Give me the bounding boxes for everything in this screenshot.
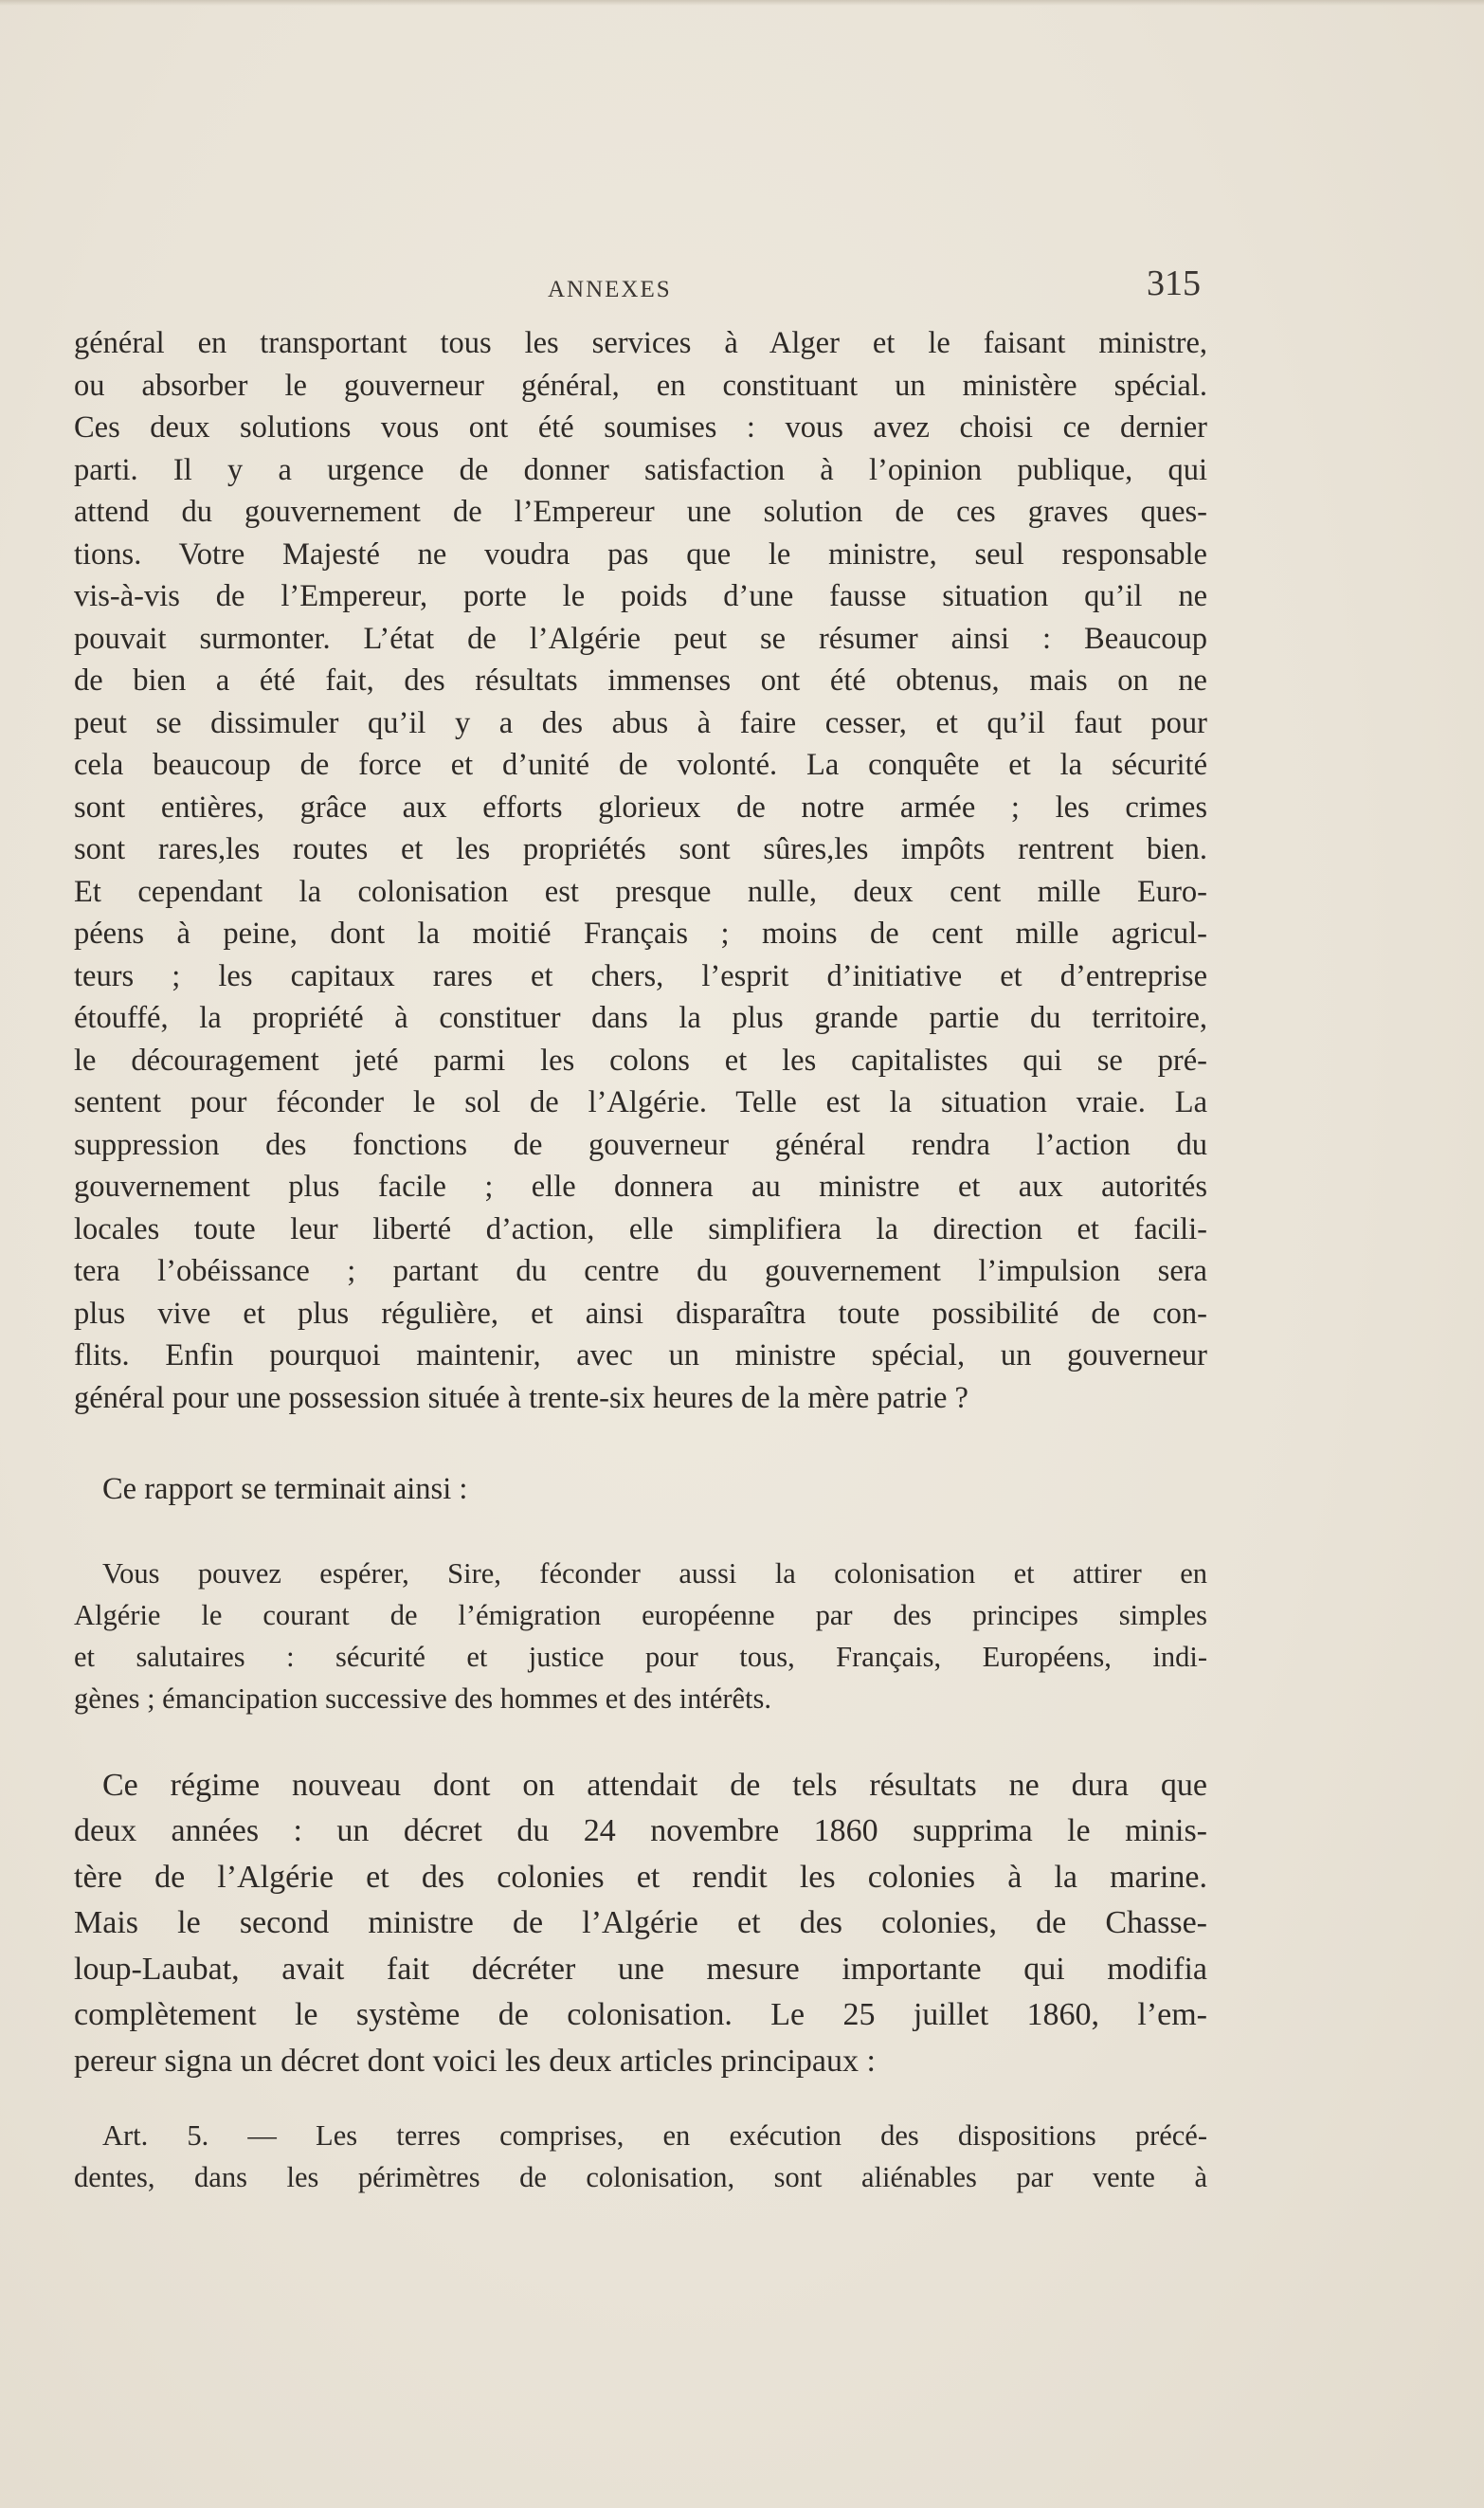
text-line: gènes ; émancipation successive des hommes et des intérêts. — [74, 1681, 772, 1715]
text-line: Ce rapport se terminait ainsi : — [102, 1472, 468, 1506]
text-line: général en transportant tous les services à Alger et le faisant ministre, — [74, 326, 1207, 360]
text-line: dentes, dans les périmètres de colonisation, sont aliénables par vente à — [74, 2161, 1207, 2193]
text-line: loup-Laubat, avait fait décréter une mesure importante qui modifia — [74, 1951, 1207, 1987]
text-line: sont rares,les routes et les propriétés sont sûres,les impôts rentrent bien. — [74, 832, 1207, 866]
paragraph-new-regime — [74, 1763, 1207, 2085]
text-line: Art. 5. — Les terres comprises, en exécution des dispositions précé- — [102, 2119, 1207, 2152]
text-line: tère de l’Algérie et des colonies et rendit les colonies à la marine. — [74, 1859, 1207, 1895]
text-line: gouvernement plus facile ; elle donnera au ministre et aux autorités — [74, 1170, 1207, 1204]
text-line: suppression des fonctions de gouverneur général rendra l’action du — [74, 1127, 1207, 1162]
text-line: Ces deux solutions vous ont été soumises : vous avez choisi ce dernier — [74, 410, 1207, 445]
text-line: Vous pouvez espérer, Sire, féconder aussi la colonisation et attirer en — [102, 1556, 1207, 1590]
text-line: de bien a été fait, des résultats immenses ont été obtenus, mais on ne — [74, 663, 1207, 698]
text-line: sont entières, grâce aux efforts glorieux de notre armée ; les crimes — [74, 790, 1207, 825]
text-line: ou absorber le gouverneur général, en constituant un ministère spécial. — [74, 368, 1207, 403]
text-line: tera l’obéissance ; partant du centre du gouvernement l’impulsion sera — [74, 1254, 1207, 1288]
text-line: flits. Enfin pourquoi maintenir, avec un ministre spécial, un gouverneur — [74, 1338, 1207, 1372]
text-line: sentent pour féconder le sol de l’Algérie. Telle est la situation vraie. La — [74, 1085, 1207, 1119]
text-line: attend du gouvernement de l’Empereur une solution de ces graves ques- — [74, 495, 1207, 529]
paragraph-article-5 — [74, 2115, 1207, 2198]
page-number: 315 — [1147, 264, 1201, 303]
text-line: Mais le second ministre de l’Algérie et des colonies, de Chasse- — [74, 1905, 1207, 1940]
paragraph-report-ending — [74, 1468, 1207, 1511]
running-head: ANNEXES — [548, 277, 672, 302]
paragraph-quotation — [74, 1553, 1207, 1719]
text-line: le découragement jeté parmi les colons et les capitalistes qui se pré- — [74, 1043, 1207, 1078]
text-line: général pour une possession située à trente-six heures de la mère patrie ? — [74, 1380, 968, 1415]
text-line: vis-à-vis de l’Empereur, porte le poids d’une fausse situation qu’il ne — [74, 579, 1207, 613]
text-line: étouffé, la propriété à constituer dans la plus grande partie du territoire, — [74, 1001, 1207, 1035]
text-line: teurs ; les capitaux rares et chers, l’esprit d’initiative et d’entreprise — [74, 958, 1207, 993]
text-line: peut se dissimuler qu’il y a des abus à faire cesser, et qu’il faut pour — [74, 705, 1207, 740]
text-line: Algérie le courant de l’émigration européenne par des principes simples — [74, 1598, 1207, 1631]
text-line: complètement le système de colonisation. Le 25 juillet 1860, l’em- — [74, 1997, 1207, 2032]
text-line: péens à peine, dont la moitié Français ; moins de cent mille agricul- — [74, 917, 1207, 951]
text-line: parti. Il y a urgence de donner satisfaction à l’opinion publique, qui — [74, 452, 1207, 487]
text-line: locales toute leur liberté d’action, elle simplifiera la direction et facili- — [74, 1211, 1207, 1246]
paragraph-report-continued — [74, 322, 1207, 1419]
text-line: tions. Votre Majesté ne voudra pas que le ministre, seul responsable — [74, 536, 1207, 572]
text-line: Et cependant la colonisation est presque nulle, deux cent mille Euro- — [74, 874, 1207, 909]
text-line: pouvait surmonter. L’état de l’Algérie peut se résumer ainsi : Beaucoup — [74, 621, 1207, 656]
text-line: cela beaucoup de force et d’unité de volonté. La conquête et la sécurité — [74, 748, 1207, 782]
text-line: Ce régime nouveau dont on attendait de tels résultats ne dura que — [102, 1767, 1207, 1803]
page-top-edge — [0, 0, 1484, 6]
text-line: deux années : un décret du 24 novembre 1860 supprima le minis- — [74, 1813, 1207, 1848]
text-line: et salutaires : sécurité et justice pour tous, Français, Européens, indi- — [74, 1640, 1207, 1673]
text-line: pereur signa un décret dont voici les deux articles principaux : — [74, 2043, 876, 2079]
body-text — [74, 322, 1207, 2198]
text-line: plus vive et plus régulière, et ainsi disparaîtra toute possibilité de con- — [74, 1296, 1207, 1331]
